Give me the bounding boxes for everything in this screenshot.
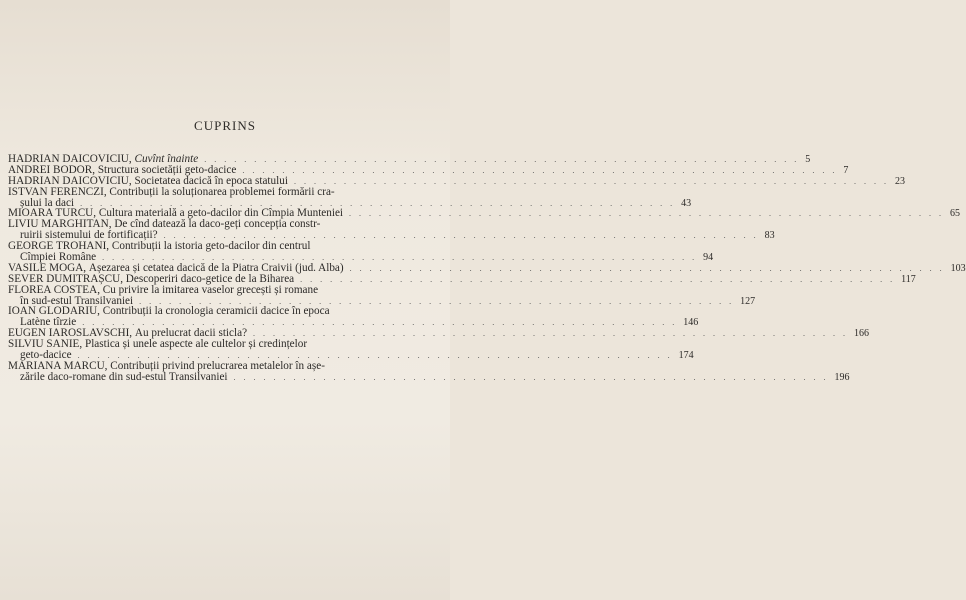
toc-author: EUGEN IAROSLAVSCHI, <box>8 327 133 340</box>
toc-leader-dots: . . . . . . . . . . . . . . . . . . . . . . . . . . . . . . . . . . . . . . . . . . . . . . . . . . . . . . . . . . . . <box>82 318 678 328</box>
toc-title-text: Cîmpiei Române <box>20 251 97 264</box>
toc-title-text: în sud-estul Transilvaniei <box>20 294 134 307</box>
toc-title-text: Contribuții la cronologia ceramicii dacice în epoca <box>102 305 330 318</box>
toc-page-number: 196 <box>834 371 850 383</box>
toc-leader-dots: . . . . . . . . . . . . . . . . . . . . . . . . . . . . . . . . . . . . . . . . . . . . . . . . . . . . . . . . . . . . <box>80 198 676 208</box>
toc-title-text: Contribuții la soluționarea problemei formării cra- <box>109 185 335 198</box>
toc-leader-dots: . . . . . . . . . . . . . . . . . . . . . . . . . . . . . . . . . . . . . . . . . . . . . . . . . . . . . . . . . . . . <box>349 209 945 219</box>
toc-page-number: 5 <box>805 154 811 165</box>
toc-title-text: Plastica și unele aspecte ale cultelor și credințelor <box>84 338 308 351</box>
toc-entry <box>8 240 714 264</box>
toc-page-number: 174 <box>678 350 694 362</box>
toc-page-number: 103 <box>950 262 966 274</box>
toc-page-number: 127 <box>740 295 756 307</box>
toc-entry <box>8 305 699 329</box>
toc-author: VASILE MOGA, <box>8 261 87 274</box>
toc-author: IOAN GLODARIU, <box>8 305 100 318</box>
toc-author: HADRIAN DAICOVICIU, <box>8 153 132 165</box>
toc-title-text: ruirii sistemului de fortificații? <box>20 229 158 242</box>
toc-title-text: șului la daci <box>20 196 75 209</box>
page-title: CUPRINS <box>194 118 256 133</box>
toc-page-number: 146 <box>683 317 699 329</box>
toc-title-text: Au prelucrat dacii sticla? <box>134 327 248 340</box>
toc-author: SEVER DUMITRAȘCU, <box>8 272 123 285</box>
toc-author: GEORGE TROHANI, <box>8 240 110 253</box>
toc-leader-dots: . . . . . . . . . . . . . . . . . . . . . . . . . . . . . . . . . . . . . . . . . . . . . . . . . . . . . . . . . . . . <box>253 329 849 339</box>
toc-author: LIVIU MARGHITAN, <box>8 218 112 231</box>
toc-page-number: 43 <box>681 197 692 209</box>
toc-title-text: Contribuții privind prelucrarea metalelor în așe- <box>110 359 325 372</box>
toc-entry-first-line <box>8 339 438 350</box>
toc-leader-dots: . . . . . . . . . . . . . . . . . . . . . . . . . . . . . . . . . . . . . . . . . . . . . . . . . . . . . . . . . . . . <box>204 155 800 164</box>
toc-title-text: Societatea dacică în epoca statului <box>134 174 288 187</box>
toc-entry <box>8 338 694 362</box>
table-of-contents <box>8 153 966 383</box>
toc-entry-first-line <box>8 285 438 296</box>
toc-title-text: De cînd datează la daco-geți concepția constr- <box>114 218 321 231</box>
toc-leader-dots: . . . . . . . . . . . . . . . . . . . . . . . . . . . . . . . . . . . . . . . . . . . . . . . . . . . . . . . . . . . . <box>102 253 698 263</box>
toc-page-number: 83 <box>764 230 775 242</box>
toc-leader-dots: . . . . . . . . . . . . . . . . . . . . . . . . . . . . . . . . . . . . . . . . . . . . . . . . . . . . . . . . . . . . <box>300 274 896 284</box>
toc-title-text: geto-dacice <box>20 349 72 362</box>
toc-title-text: Descoperiri daco-getice de la Biharea <box>125 272 295 285</box>
toc-title-text: Cultura materială a geto-dacilor din Cîmpia Munteniei <box>98 207 344 220</box>
toc-title-text: Contribuții la istoria geto-dacilor din centrul <box>111 240 311 253</box>
toc-entry <box>8 359 850 383</box>
toc-entry-first-line <box>8 187 438 198</box>
toc-entry <box>8 283 756 307</box>
toc-author: ANDREI BODOR, <box>8 163 96 176</box>
toc-author: SILVIU SANIE, <box>8 338 83 351</box>
toc-page-number: 117 <box>901 273 916 285</box>
toc-author: HADRIAN DAICOVICIU, <box>8 174 132 187</box>
toc-title-text: Cuvînt înainte <box>134 153 199 165</box>
toc-title-text: Latène tîrzie <box>20 316 77 329</box>
toc-leader-dots: . . . . . . . . . . . . . . . . . . . . . . . . . . . . . . . . . . . . . . . . . . . . . . . . . . . . . . . . . . . . <box>242 165 838 175</box>
toc-author: FLOREA COSTEA, <box>8 283 100 296</box>
toc-entry-continuation-line <box>8 370 850 383</box>
toc-leader-dots: . . . . . . . . . . . . . . . . . . . . . . . . . . . . . . . . . . . . . . . . . . . . . . . . . . . . . . . . . . . . <box>77 351 673 361</box>
toc-leader-dots: . . . . . . . . . . . . . . . . . . . . . . . . . . . . . . . . . . . . . . . . . . . . . . . . . . . . . . . . . . . . <box>163 231 759 241</box>
toc-author: MIOARA TURCU, <box>8 207 97 220</box>
toc-page-number: 7 <box>843 164 849 176</box>
toc-leader-dots: . . . . . . . . . . . . . . . . . . . . . . . . . . . . . . . . . . . . . . . . . . . . . . . . . . . . . . . . . . . . <box>139 296 735 306</box>
toc-leader-dots: . . . . . . . . . . . . . . . . . . . . . . . . . . . . . . . . . . . . . . . . . . . . . . . . . . . . . . . . . . . . <box>349 263 945 273</box>
toc-title-text: Structura societății geto-dacice <box>97 163 237 176</box>
toc-title-text: zările daco-romane din sud-estul Transilvaniei <box>20 370 228 383</box>
toc-author: MARIANA MARCU, <box>8 359 108 372</box>
toc-page-number: 94 <box>703 252 714 264</box>
toc-page-number: 166 <box>854 328 870 340</box>
toc-entry <box>8 185 692 209</box>
toc-page-number: 23 <box>894 175 905 187</box>
toc-page-number: 65 <box>950 208 961 220</box>
toc-leader-dots: . . . . . . . . . . . . . . . . . . . . . . . . . . . . . . . . . . . . . . . . . . . . . . . . . . . . . . . . . . . . <box>293 176 889 186</box>
show-through-texture <box>20 10 420 110</box>
toc-entry <box>8 218 775 242</box>
toc-leader-dots: . . . . . . . . . . . . . . . . . . . . . . . . . . . . . . . . . . . . . . . . . . . . . . . . . . . . . . . . . . . . <box>233 372 829 382</box>
toc-author: ISTVAN FERENCZI, <box>8 185 107 198</box>
toc-title-text: Așezarea și cetatea dacică de la Piatra Craivii (jud. Alba) <box>88 261 344 274</box>
toc-title-text: Cu privire la imitarea vaselor grecești și romane <box>102 283 319 296</box>
